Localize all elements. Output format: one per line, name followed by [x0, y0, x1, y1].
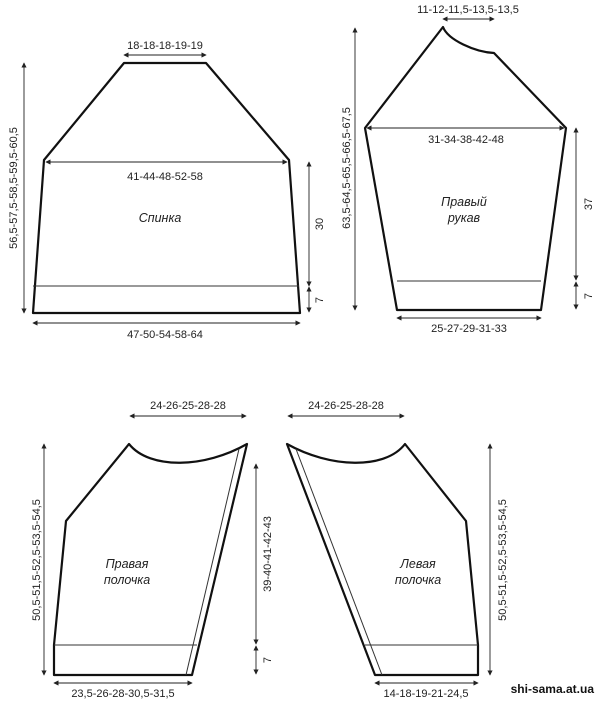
back-rib-label: 7 — [314, 296, 326, 304]
left-front-top-width-label: 24-26-25-28-28 — [308, 400, 384, 412]
left-front-bottom-width-label: 14-18-19-21-24,5 — [383, 688, 469, 700]
right-front-piece — [31, 400, 274, 700]
sleeve-name-line2: рукав — [447, 211, 481, 225]
sleeve-rib-label: 7 — [583, 292, 595, 300]
back-height-label: 56,5-57,5-58,5-59,5-60,5 — [8, 127, 20, 249]
right-front-name-line1: Правая — [105, 557, 149, 571]
left-front-height-label: 50,5-51,5-52,5-53,5-54,5 — [497, 499, 509, 621]
back-bottom-width-label: 47-50-54-58-64 — [127, 329, 203, 341]
right-front-name-line2: полочка — [103, 573, 151, 587]
back-chest-width-label: 41-44-48-52-58 — [127, 171, 203, 183]
left-front-name-line2: полочка — [394, 573, 442, 587]
watermark: shi-sama.at.ua — [510, 682, 594, 696]
back-armhole-label: 30 — [314, 217, 326, 231]
left-front-name-line1: Левая — [400, 557, 436, 571]
back-name: Спинка — [138, 211, 182, 225]
right-front-outline — [54, 444, 247, 675]
sleeve-cuff-width-label: 25-27-29-31-33 — [431, 323, 507, 335]
right-front-rib-label: 7 — [262, 656, 274, 664]
sleeve-width-label: 31-34-38-42-48 — [428, 134, 504, 146]
back-top-width-label: 18-18-18-19-19 — [127, 40, 203, 52]
sleeve-height-label: 63,5-64,5-65,5-66,5-67,5 — [341, 107, 353, 229]
right-front-band-line — [186, 449, 239, 675]
sleeve-top-width-label: 11-12-11,5-13,5-13,5 — [417, 4, 519, 16]
right-front-bottom-width-label: 23,5-26-28-30,5-31,5 — [71, 688, 175, 700]
back-outline — [33, 63, 300, 313]
right-front-edge-label: 39-40-41-42-43 — [262, 516, 274, 592]
right-front-top-width-label: 24-26-25-28-28 — [150, 400, 226, 412]
sleeve-piece — [341, 4, 595, 335]
left-front-band-line — [296, 449, 382, 675]
left-front-outline — [287, 444, 478, 675]
right-front-height-label: 50,5-51,5-52,5-53,5-54,5 — [31, 499, 43, 621]
sleeve-name-line1: Правый — [441, 195, 487, 209]
back-piece — [8, 40, 326, 341]
sleeve-outline — [365, 27, 566, 310]
sleeve-length-label: 37 — [583, 197, 595, 211]
left-front-piece — [287, 400, 509, 700]
